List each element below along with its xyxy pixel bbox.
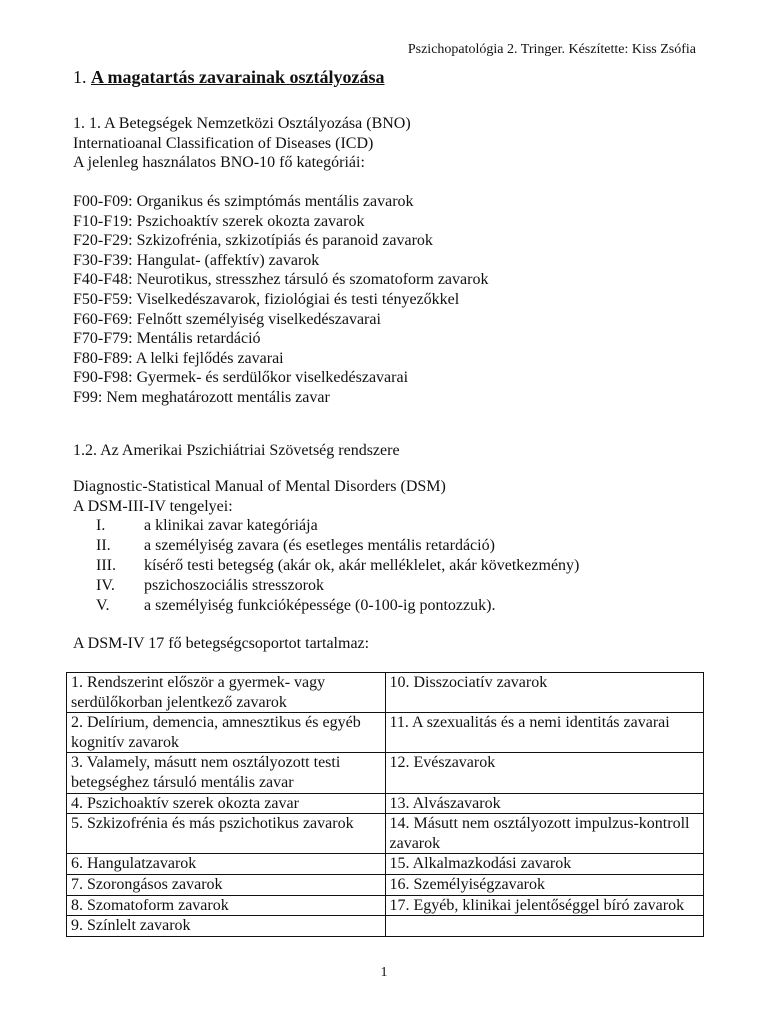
table-cell: 16. Személyiségzavarok [385,874,704,895]
bno-heading: 1. 1. A Betegségek Nemzetközi Osztályozása (BNO) [73,115,411,132]
table-row [67,916,704,937]
bno-category-item: F60-F69: Felnőtt személyiség viselkedészavarai [73,310,381,328]
dsm-axis-item [96,536,579,556]
table-cell: 17. Egyéb, klinikai jelentőséggel bíró zavarok [385,895,704,916]
bno-intro: A jelenleg használatos BNO-10 fő kategóriái: [73,154,365,172]
axis-text: pszichoszociális stresszorok [144,577,324,594]
table-cell: 4. Pszichoaktív szerek okozta zavar [67,793,386,814]
table-cell: 2. Delírium, demencia, amnesztikus és egyéb kognitív zavarok [67,713,386,753]
axis-number: I. [96,517,106,534]
dsm-groups-intro: A DSM-IV 17 fő betegségcsoportot tartalmaz: [73,635,370,652]
table-cell: 11. A szexualitás és a nemi identitás zavarai [385,713,704,753]
axis-number: V. [96,597,110,614]
bno-category-item: F30-F39: Hangulat- (affektív) zavarok [73,251,320,269]
table-cell: 5. Szkizofrénia és más pszichotikus zavarok [67,814,386,854]
bno-category-item: F80-F89: A lelki fejlődés zavarai [73,349,284,367]
bno-category-item: F70-F79: Mentális retardáció [73,330,261,348]
table-cell: 14. Másutt nem osztályozott impulzus-kontroll zavarok [385,814,704,854]
table-row [67,854,704,875]
axis-number: II. [96,537,111,554]
bno-category-item: F00-F09: Organikus és szimptómás mentális zavarok [73,193,414,210]
table-cell: 15. Alkalmazkodási zavarok [385,854,704,875]
table-cell: 10. Disszociatív zavarok [385,673,704,713]
axis-text: a klinikai zavar kategóriája [144,517,318,534]
table-row [67,673,704,713]
bno-category-list [73,192,488,408]
table-row [67,814,704,854]
table-cell: 6. Hangulatzavarok [67,854,386,875]
dsm-axes-list [96,516,579,616]
table-cell: 8. Szomatoform zavarok [67,895,386,916]
dsm-manual-title: Diagnostic-Statistical Manual of Mental Disorders (DSM) [73,478,446,495]
dsm-axis-item [96,516,579,536]
bno-category-item: F20-F29: Szkizofrénia, szkizotípiás és paranoid zavarok [73,232,433,250]
dsm-groups-table [66,672,704,937]
page-number: 1 [380,965,388,980]
dsm-heading: 1.2. Az Amerikai Pszichiátriai Szövetség rendszere [73,442,400,459]
page-header: Pszichopatológia 2. Tringer. Készítette: Kiss Zsófia [407,42,696,57]
table-cell: 9. Színlelt zavarok [67,916,386,937]
table-row [67,793,704,814]
bno-category-item: F50-F59: Viselkedészavarok, fiziológiai és testi tényezőkkel [73,290,460,308]
table-cell [385,916,704,937]
axis-text: kísérő testi betegség (akár ok, akár melléklelet, akár következmény) [144,557,580,574]
bno-category-item: F99: Nem meghatározott mentális zavar [73,388,330,406]
dsm-axis-item [96,596,579,616]
axis-number: III. [96,557,116,574]
table-cell: 12. Evészavarok [385,753,704,793]
title-number: 1. [73,67,87,87]
dsm-axis-item [96,556,579,576]
axis-number: IV. [96,577,115,594]
table-cell: 7. Szorongásos zavarok [67,874,386,895]
bno-subheading: Internatioanal Classification of Diseases (ICD) [73,134,374,152]
axis-text: a személyiség funkcióképessége (0-100-ig pontozzuk). [144,597,496,614]
bno-section [73,114,411,173]
bno-category-item: F40-F48: Neurotikus, stresszhez társuló és szomatoform zavarok [73,271,489,289]
table-cell: 1. Rendszerint először a gyermek- vagy serdülőkorban jelentkező zavarok [67,673,386,713]
bno-category-item: F90-F98: Gyermek- és serdülőkor viselkedészavarai [73,369,409,387]
dsm-intro [73,477,446,516]
table-cell: 13. Alvászavarok [385,793,704,814]
table-row [67,713,704,753]
table-row [67,895,704,916]
table-cell: 3. Valamely, másutt nem osztályozott testi betegséghez társuló mentális zavar [67,753,386,793]
bno-category-item: F10-F19: Pszichoaktív szerek okozta zavarok [73,212,365,230]
axis-text: a személyiség zavara (és esetleges mentális retardáció) [144,537,495,554]
dsm-axes-intro: A DSM-III-IV tengelyei: [73,497,233,515]
title-text: A magatartás zavarainak osztályozása [91,67,385,87]
table-row [67,753,704,793]
page-title [73,67,384,88]
table-row [67,874,704,895]
dsm-axis-item [96,576,579,596]
